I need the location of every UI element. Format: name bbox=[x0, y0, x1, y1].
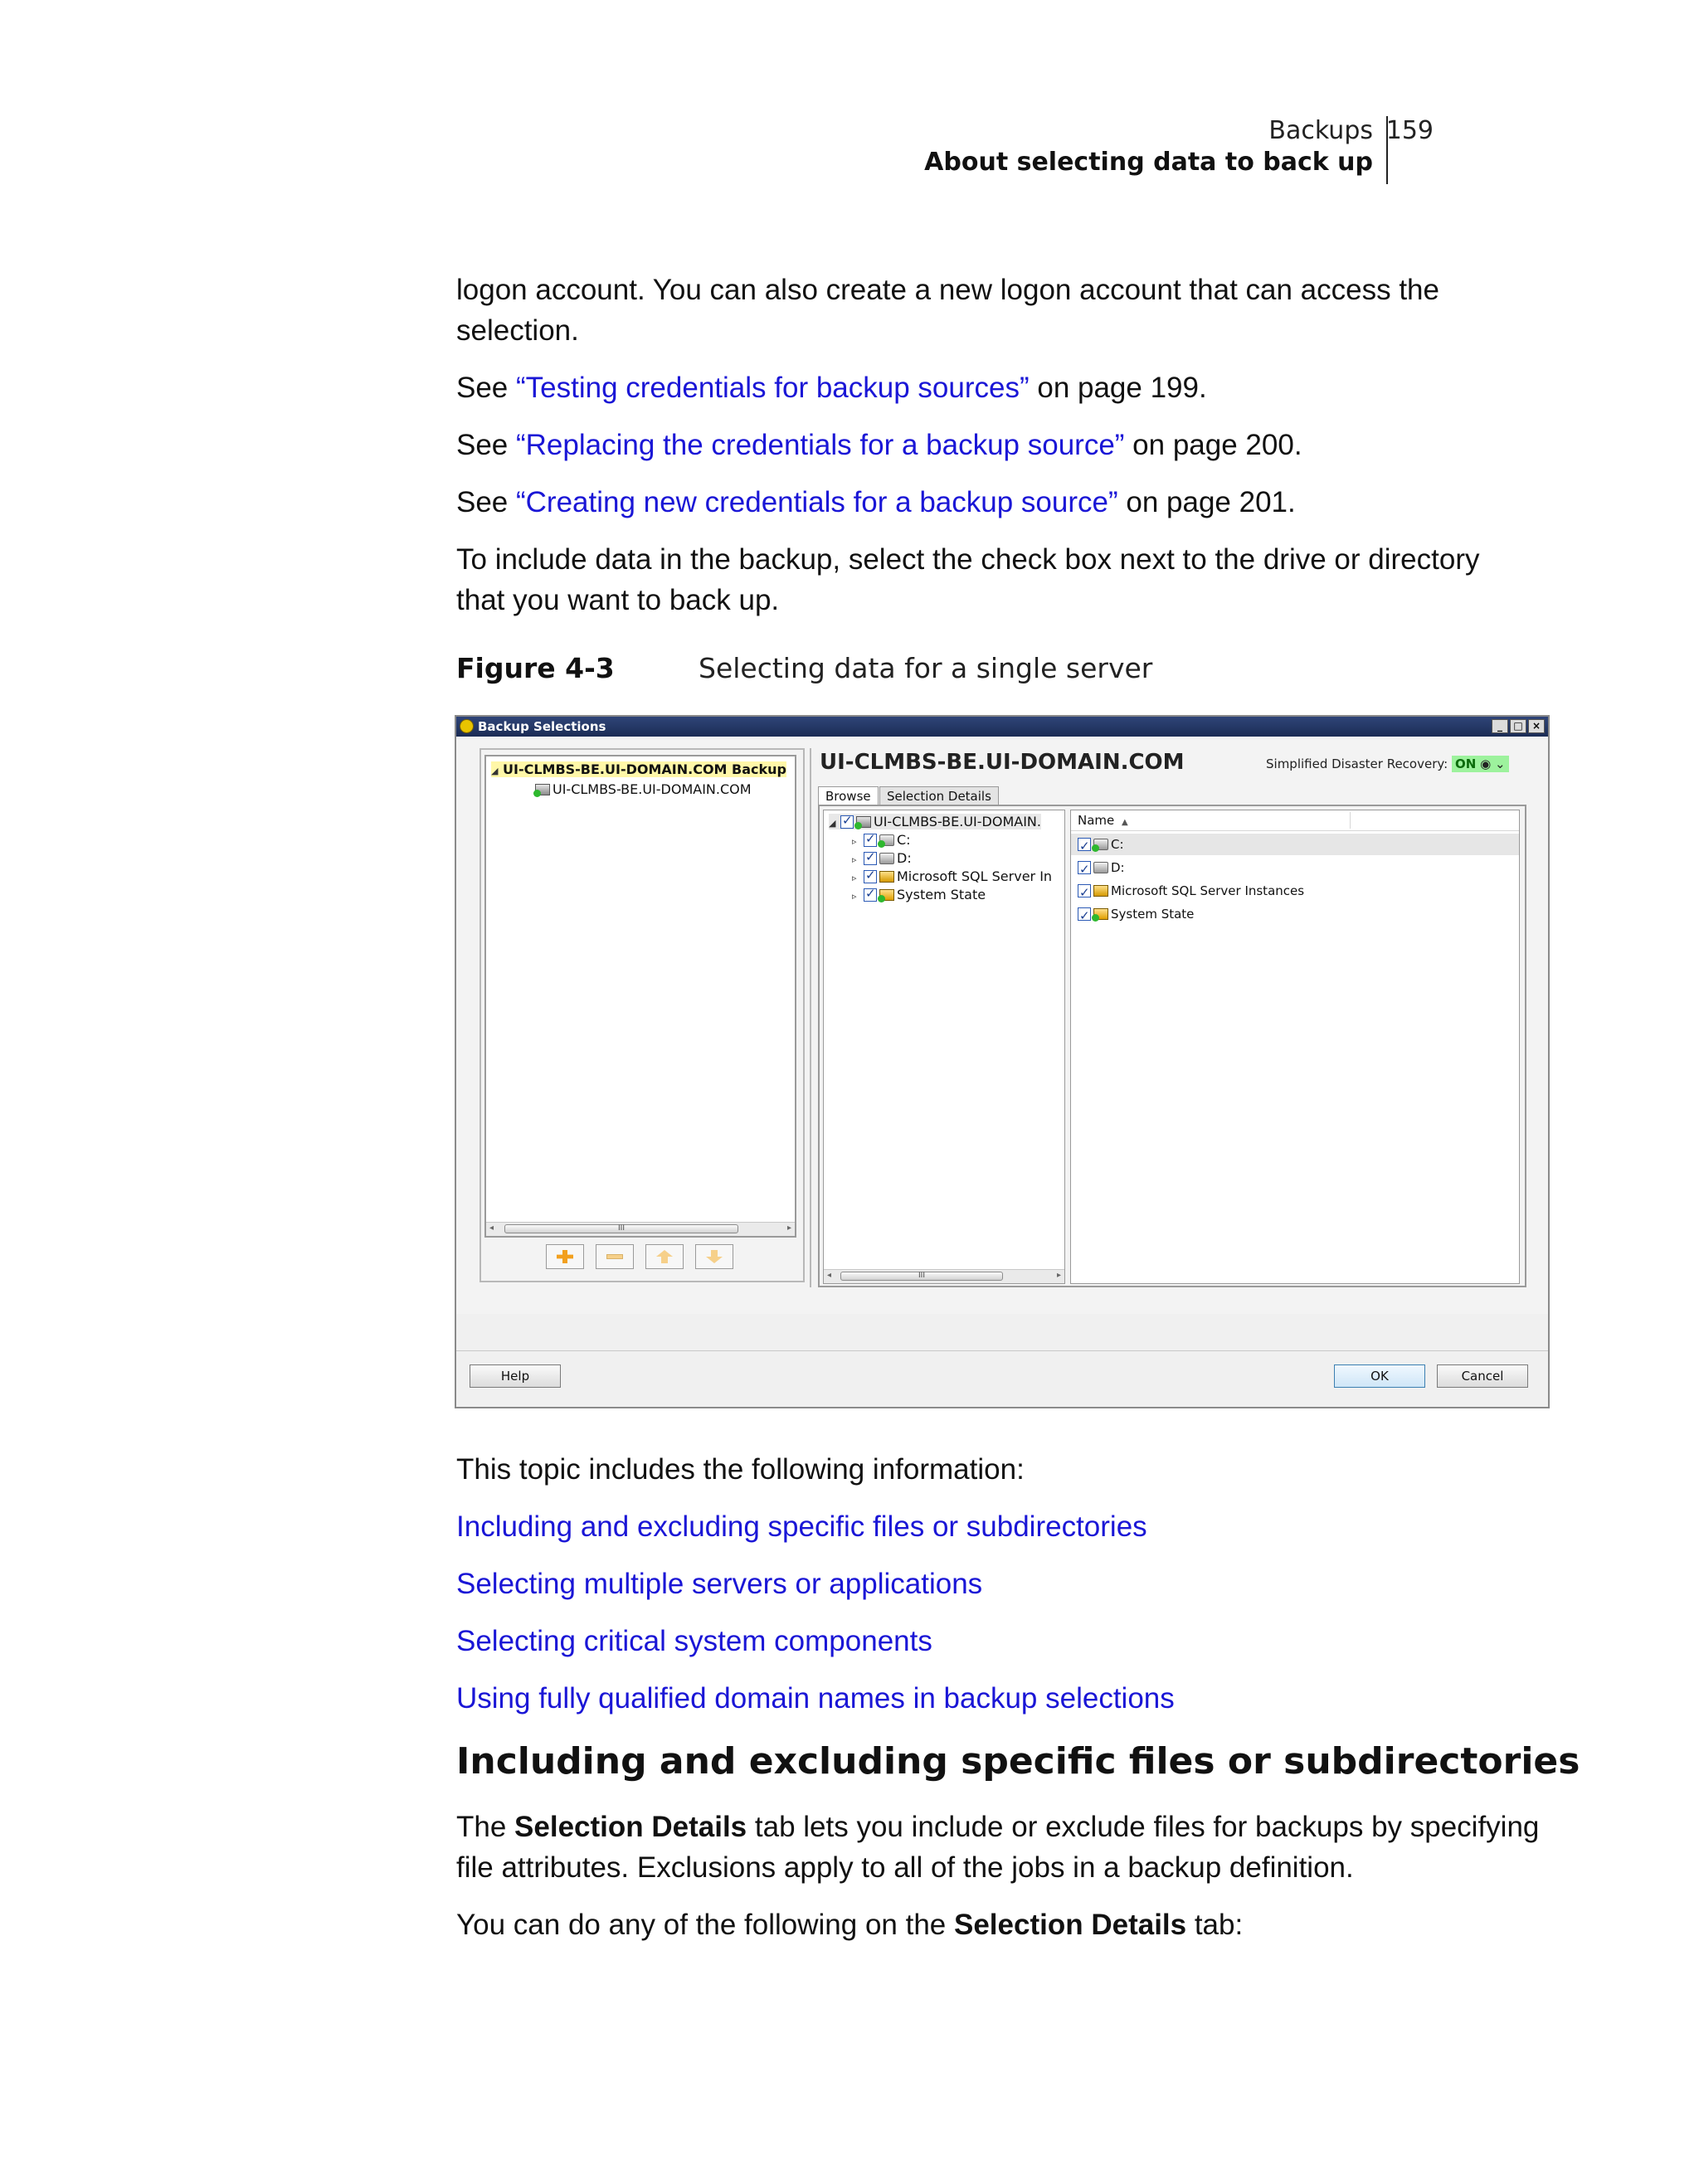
list-item-label: C: bbox=[1111, 837, 1124, 852]
intro-paragraph bbox=[456, 270, 1551, 351]
close-icon[interactable]: × bbox=[1528, 719, 1545, 733]
bold-text: Selection Details bbox=[514, 1811, 747, 1843]
backup-tree bbox=[484, 755, 796, 1238]
topic-link-fqdn[interactable]: Using fully qualified domain names in backup selections bbox=[456, 1682, 1175, 1715]
list-item-label: System State bbox=[1111, 907, 1195, 922]
text-run: tab: bbox=[1186, 1909, 1244, 1941]
contents-list bbox=[1070, 810, 1520, 1284]
arrow-down-icon bbox=[706, 1250, 723, 1263]
selection-panes bbox=[818, 805, 1526, 1287]
list-item-system-state[interactable] bbox=[1078, 903, 1194, 925]
intro-line-2: selection. bbox=[456, 314, 579, 347]
collapse-arrow-icon[interactable]: ▹ bbox=[852, 873, 857, 883]
column-header-label: Name bbox=[1078, 813, 1115, 828]
link-creating-credentials[interactable]: “Creating new credentials for a backup source” bbox=[516, 486, 1118, 518]
checkbox[interactable] bbox=[864, 870, 877, 883]
text-run: You can do any of the following on the bbox=[456, 1909, 954, 1941]
checkbox[interactable] bbox=[1078, 861, 1091, 874]
expand-arrow-icon[interactable]: ◢ bbox=[829, 818, 836, 829]
link-replacing-credentials[interactable]: “Replacing the credentials for a backup source” bbox=[516, 429, 1125, 461]
tree-item-label: System State bbox=[897, 887, 986, 902]
sdr-label: Simplified Disaster Recovery: bbox=[1266, 756, 1448, 771]
see-suffix: on page 199. bbox=[1029, 372, 1207, 404]
see-prefix: See bbox=[456, 429, 516, 461]
dialog-button-bar bbox=[456, 1350, 1548, 1406]
sdr-status bbox=[1266, 756, 1509, 771]
move-down-button[interactable] bbox=[695, 1244, 733, 1269]
figure-label: Figure 4-3 bbox=[456, 652, 615, 684]
tree-item-label: C: bbox=[897, 832, 911, 848]
browse-tree bbox=[823, 810, 1065, 1284]
see-reference-3 bbox=[456, 482, 1551, 523]
figure-title: Selecting data for a single server bbox=[699, 652, 1153, 684]
window-titlebar bbox=[456, 717, 1548, 737]
tree-item-server[interactable] bbox=[533, 781, 752, 797]
checkbox[interactable] bbox=[840, 815, 854, 829]
sdr-toggle[interactable] bbox=[1452, 756, 1509, 772]
include-paragraph bbox=[456, 539, 1551, 620]
maximize-icon[interactable]: □ bbox=[1510, 719, 1526, 733]
browse-item-system-state[interactable] bbox=[852, 887, 986, 902]
column-divider bbox=[1350, 812, 1351, 829]
checkbox[interactable] bbox=[864, 852, 877, 865]
add-selection-button[interactable] bbox=[546, 1244, 584, 1269]
see-prefix: See bbox=[456, 486, 516, 518]
sql-server-icon bbox=[1093, 885, 1108, 897]
sql-server-icon bbox=[879, 871, 894, 883]
tree-horizontal-scrollbar[interactable] bbox=[824, 1269, 1064, 1283]
backup-selections-window bbox=[455, 715, 1550, 1408]
server-icon bbox=[856, 816, 871, 828]
list-item-label: D: bbox=[1111, 860, 1125, 875]
tree-item-backup-root[interactable] bbox=[491, 761, 786, 777]
see-prefix: See bbox=[456, 372, 516, 404]
running-header bbox=[924, 116, 1533, 184]
move-up-button[interactable] bbox=[645, 1244, 684, 1269]
tab-selection-details[interactable]: Selection Details bbox=[879, 786, 999, 805]
browse-item-sql[interactable] bbox=[852, 868, 1052, 884]
scrollbar-thumb[interactable]: III bbox=[504, 1224, 738, 1233]
scroll-right-icon[interactable]: ▸ bbox=[1056, 1271, 1061, 1280]
section-paragraph-2 bbox=[456, 1904, 1551, 1945]
checkbox[interactable] bbox=[1078, 884, 1091, 897]
list-item-d[interactable] bbox=[1078, 857, 1125, 878]
drive-icon bbox=[1093, 839, 1108, 850]
list-item-c[interactable] bbox=[1071, 834, 1519, 855]
see-suffix: on page 201. bbox=[1117, 486, 1296, 518]
scroll-right-icon[interactable]: ▸ bbox=[786, 1223, 791, 1233]
left-horizontal-scrollbar[interactable] bbox=[486, 1222, 795, 1236]
list-item-label: Microsoft SQL Server Instances bbox=[1111, 883, 1305, 898]
paragraph-line-2: file attributes. Exclusions apply to all of the jobs in a backup definition. bbox=[456, 1851, 1354, 1884]
app-icon bbox=[460, 719, 474, 733]
text-run: tab lets you include or exclude files for backups by specifying bbox=[747, 1811, 1540, 1843]
tree-item-label: Microsoft SQL Server In bbox=[897, 868, 1053, 884]
server-icon bbox=[535, 784, 550, 795]
drive-icon bbox=[879, 853, 894, 864]
remove-selection-button[interactable] bbox=[596, 1244, 634, 1269]
sdr-toggle-icon: ◉ ⌄ bbox=[1480, 756, 1506, 771]
browse-root[interactable] bbox=[829, 814, 1041, 829]
include-line-2: that you want to back up. bbox=[456, 584, 780, 616]
arrow-up-icon bbox=[656, 1250, 673, 1263]
topic-link-multiple-servers[interactable]: Selecting multiple servers or applications bbox=[456, 1568, 983, 1600]
paragraph-line-1 bbox=[456, 1807, 1551, 1847]
topic-link-critical-components[interactable]: Selecting critical system components bbox=[456, 1625, 932, 1657]
list-item-sql[interactable] bbox=[1078, 880, 1304, 902]
collapse-arrow-icon[interactable]: ▹ bbox=[852, 836, 857, 847]
bold-text: Selection Details bbox=[954, 1909, 1187, 1941]
drive-icon bbox=[879, 834, 894, 846]
scrollbar-thumb[interactable]: III bbox=[840, 1272, 1003, 1281]
checkbox[interactable] bbox=[864, 834, 877, 847]
browse-item-d[interactable] bbox=[852, 850, 912, 866]
checkbox[interactable] bbox=[1078, 907, 1091, 921]
selection-area bbox=[456, 737, 1548, 1314]
tab-browse[interactable]: Browse bbox=[818, 786, 879, 805]
header-subsection: About selecting data to back up bbox=[924, 148, 1373, 177]
system-state-icon bbox=[879, 889, 894, 901]
link-testing-credentials[interactable]: “Testing credentials for backup sources” bbox=[516, 372, 1030, 404]
tree-item-label: UI-CLMBS-BE.UI-DOMAIN.COM bbox=[553, 781, 752, 797]
ok-button[interactable]: OK bbox=[1334, 1364, 1425, 1388]
window-title: Backup Selections bbox=[478, 719, 606, 734]
text-run: The bbox=[456, 1811, 515, 1843]
include-line-1: To include data in the backup, select the check box next to the drive or directory bbox=[456, 543, 1480, 576]
section-paragraph-1 bbox=[456, 1807, 1551, 1888]
minimize-icon[interactable]: _ bbox=[1492, 719, 1508, 733]
expand-arrow-icon[interactable]: ◢ bbox=[491, 766, 499, 776]
column-header-name[interactable] bbox=[1071, 810, 1519, 831]
collapse-arrow-icon[interactable]: ▹ bbox=[852, 854, 857, 865]
checkbox[interactable] bbox=[1078, 838, 1091, 851]
scroll-left-icon[interactable]: ◂ bbox=[827, 1271, 832, 1280]
topic-intro: This topic includes the following information: bbox=[456, 1453, 1025, 1486]
browse-item-c[interactable] bbox=[852, 832, 911, 848]
header-section: Backups bbox=[1268, 116, 1373, 145]
checkbox[interactable] bbox=[864, 888, 877, 902]
plus-icon bbox=[557, 1250, 573, 1263]
topic-link-including-excluding[interactable]: Including and excluding specific files or subdirectories bbox=[456, 1510, 1147, 1543]
tree-item-label: UI-CLMBS-BE.UI-DOMAIN. bbox=[874, 814, 1041, 829]
tree-item-label: D: bbox=[897, 850, 912, 866]
scroll-left-icon[interactable]: ◂ bbox=[489, 1223, 494, 1233]
see-reference-1 bbox=[456, 367, 1551, 408]
section-heading: Including and excluding specific files or subdirectories bbox=[456, 1740, 1580, 1783]
right-pane bbox=[810, 748, 1546, 1287]
system-state-icon bbox=[1093, 908, 1108, 920]
intro-line-1: logon account. You can also create a new logon account that can access the bbox=[456, 274, 1439, 306]
collapse-arrow-icon[interactable]: ▹ bbox=[852, 891, 857, 902]
server-title: UI-CLMBS-BE.UI-DOMAIN.COM bbox=[820, 750, 1185, 775]
sort-ascending-icon: ▲ bbox=[1122, 818, 1128, 827]
cancel-button[interactable]: Cancel bbox=[1437, 1364, 1528, 1388]
help-button[interactable]: Help bbox=[470, 1364, 561, 1388]
see-reference-2 bbox=[456, 425, 1551, 465]
tree-item-label: UI-CLMBS-BE.UI-DOMAIN.COM Backup bbox=[503, 761, 786, 777]
see-suffix: on page 200. bbox=[1124, 429, 1302, 461]
page-number: 159 bbox=[1385, 116, 1434, 145]
drive-icon bbox=[1093, 862, 1108, 873]
minus-icon bbox=[606, 1254, 623, 1259]
sdr-value: ON bbox=[1455, 756, 1477, 771]
